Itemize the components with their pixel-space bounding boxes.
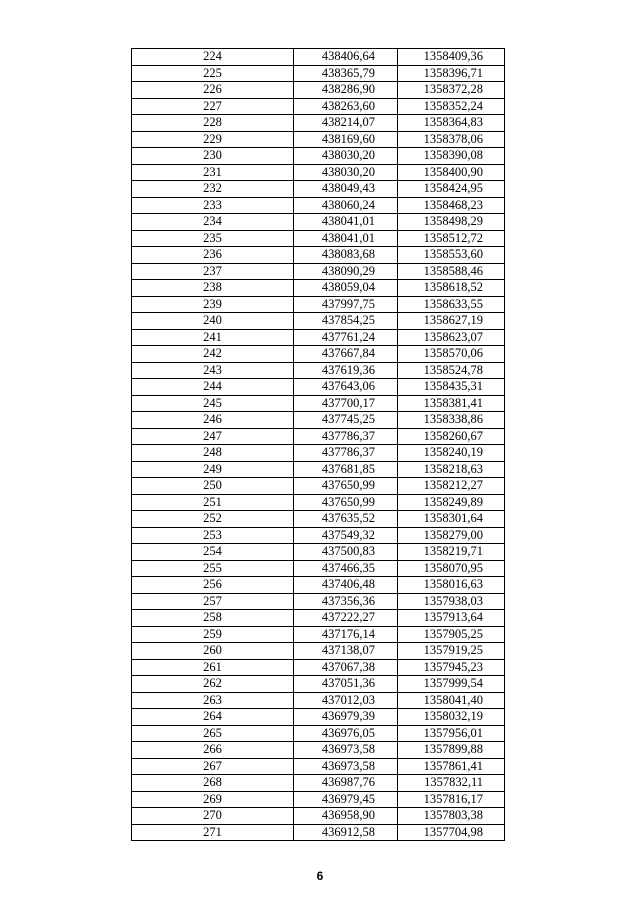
y-coordinate-cell: 1358553,60: [398, 247, 505, 264]
point-number-cell: 266: [132, 742, 294, 759]
x-coordinate-cell: 437138,07: [294, 643, 398, 660]
table-row: [132, 824, 505, 841]
point-number-cell: 232: [132, 181, 294, 198]
x-coordinate-cell: 438041,01: [294, 214, 398, 231]
point-number-cell: 229: [132, 131, 294, 148]
point-number-cell: 226: [132, 82, 294, 99]
x-coordinate-cell: 438090,29: [294, 263, 398, 280]
y-coordinate-cell: 1358570,06: [398, 346, 505, 363]
y-coordinate-cell: 1358633,55: [398, 296, 505, 313]
table-row: [132, 709, 505, 726]
y-coordinate-cell: 1358364,83: [398, 115, 505, 132]
point-number-cell: 263: [132, 692, 294, 709]
table-row: [132, 98, 505, 115]
y-coordinate-cell: 1358249,89: [398, 494, 505, 511]
table-row: [132, 725, 505, 742]
table-row: [132, 742, 505, 759]
y-coordinate-cell: 1358468,23: [398, 197, 505, 214]
point-number-cell: 270: [132, 808, 294, 825]
y-coordinate-cell: 1358372,28: [398, 82, 505, 99]
table-row: [132, 313, 505, 330]
table-row: [132, 643, 505, 660]
x-coordinate-cell: 438060,24: [294, 197, 398, 214]
table-row: [132, 247, 505, 264]
x-coordinate-cell: 436979,45: [294, 791, 398, 808]
y-coordinate-cell: 1358218,63: [398, 461, 505, 478]
x-coordinate-cell: 437619,36: [294, 362, 398, 379]
table-row: [132, 544, 505, 561]
point-number-cell: 230: [132, 148, 294, 165]
x-coordinate-cell: 436912,58: [294, 824, 398, 841]
table-row: [132, 329, 505, 346]
table-row: [132, 527, 505, 544]
table-row: [132, 775, 505, 792]
y-coordinate-cell: 1357938,03: [398, 593, 505, 610]
x-coordinate-cell: 437635,52: [294, 511, 398, 528]
table-row: [132, 494, 505, 511]
x-coordinate-cell: 437356,36: [294, 593, 398, 610]
table-row: [132, 148, 505, 165]
table-row: [132, 346, 505, 363]
y-coordinate-cell: 1358240,19: [398, 445, 505, 462]
x-coordinate-cell: 436958,90: [294, 808, 398, 825]
table-row: [132, 626, 505, 643]
table-row: [132, 214, 505, 231]
table-row: [132, 197, 505, 214]
table-row: [132, 230, 505, 247]
x-coordinate-cell: 437549,32: [294, 527, 398, 544]
coordinates-table: [131, 48, 505, 841]
x-coordinate-cell: 438263,60: [294, 98, 398, 115]
point-number-cell: 249: [132, 461, 294, 478]
y-coordinate-cell: 1358352,24: [398, 98, 505, 115]
x-coordinate-cell: 437466,35: [294, 560, 398, 577]
table-row: [132, 676, 505, 693]
point-number-cell: 251: [132, 494, 294, 511]
y-coordinate-cell: 1357945,23: [398, 659, 505, 676]
y-coordinate-cell: 1358219,71: [398, 544, 505, 561]
table-row: [132, 758, 505, 775]
point-number-cell: 271: [132, 824, 294, 841]
x-coordinate-cell: 438083,68: [294, 247, 398, 264]
point-number-cell: 235: [132, 230, 294, 247]
y-coordinate-cell: 1357913,64: [398, 610, 505, 627]
x-coordinate-cell: 436976,05: [294, 725, 398, 742]
point-number-cell: 264: [132, 709, 294, 726]
x-coordinate-cell: 437650,99: [294, 478, 398, 495]
x-coordinate-cell: 437067,38: [294, 659, 398, 676]
point-number-cell: 238: [132, 280, 294, 297]
table-row: [132, 164, 505, 181]
y-coordinate-cell: 1358070,95: [398, 560, 505, 577]
y-coordinate-cell: 1358627,19: [398, 313, 505, 330]
table-row: [132, 49, 505, 66]
y-coordinate-cell: 1358396,71: [398, 65, 505, 82]
point-number-cell: 247: [132, 428, 294, 445]
y-coordinate-cell: 1357999,54: [398, 676, 505, 693]
y-coordinate-cell: 1358381,41: [398, 395, 505, 412]
y-coordinate-cell: 1357956,01: [398, 725, 505, 742]
y-coordinate-cell: 1358260,67: [398, 428, 505, 445]
point-number-cell: 257: [132, 593, 294, 610]
coordinates-table-body: [132, 49, 505, 841]
y-coordinate-cell: 1358588,46: [398, 263, 505, 280]
point-number-cell: 233: [132, 197, 294, 214]
y-coordinate-cell: 1358623,07: [398, 329, 505, 346]
point-number-cell: 225: [132, 65, 294, 82]
x-coordinate-cell: 437786,37: [294, 428, 398, 445]
x-coordinate-cell: 437854,25: [294, 313, 398, 330]
table-row: [132, 115, 505, 132]
point-number-cell: 254: [132, 544, 294, 561]
x-coordinate-cell: 437761,24: [294, 329, 398, 346]
x-coordinate-cell: 437997,75: [294, 296, 398, 313]
x-coordinate-cell: 436979,39: [294, 709, 398, 726]
y-coordinate-cell: 1358041,40: [398, 692, 505, 709]
x-coordinate-cell: 438365,79: [294, 65, 398, 82]
x-coordinate-cell: 437012,03: [294, 692, 398, 709]
table-row: [132, 593, 505, 610]
table-row: [132, 181, 505, 198]
x-coordinate-cell: 437650,99: [294, 494, 398, 511]
x-coordinate-cell: 438030,20: [294, 148, 398, 165]
point-number-cell: 256: [132, 577, 294, 594]
point-number-cell: 239: [132, 296, 294, 313]
point-number-cell: 234: [132, 214, 294, 231]
point-number-cell: 269: [132, 791, 294, 808]
point-number-cell: 242: [132, 346, 294, 363]
table-row: [132, 659, 505, 676]
point-number-cell: 240: [132, 313, 294, 330]
point-number-cell: 231: [132, 164, 294, 181]
y-coordinate-cell: 1358424,95: [398, 181, 505, 198]
table-row: [132, 461, 505, 478]
table-row: [132, 577, 505, 594]
x-coordinate-cell: 436973,58: [294, 742, 398, 759]
point-number-cell: 253: [132, 527, 294, 544]
x-coordinate-cell: 436973,58: [294, 758, 398, 775]
page-number: 6: [316, 869, 324, 883]
x-coordinate-cell: 437406,48: [294, 577, 398, 594]
y-coordinate-cell: 1357899,88: [398, 742, 505, 759]
table-row: [132, 395, 505, 412]
point-number-cell: 243: [132, 362, 294, 379]
y-coordinate-cell: 1357905,25: [398, 626, 505, 643]
x-coordinate-cell: 437700,17: [294, 395, 398, 412]
point-number-cell: 259: [132, 626, 294, 643]
x-coordinate-cell: 438406,64: [294, 49, 398, 66]
x-coordinate-cell: 437643,06: [294, 379, 398, 396]
point-number-cell: 227: [132, 98, 294, 115]
y-coordinate-cell: 1357861,41: [398, 758, 505, 775]
y-coordinate-cell: 1358409,36: [398, 49, 505, 66]
table-row: [132, 791, 505, 808]
x-coordinate-cell: 438214,07: [294, 115, 398, 132]
point-number-cell: 228: [132, 115, 294, 132]
x-coordinate-cell: 437681,85: [294, 461, 398, 478]
y-coordinate-cell: 1357704,98: [398, 824, 505, 841]
x-coordinate-cell: 437500,83: [294, 544, 398, 561]
point-number-cell: 268: [132, 775, 294, 792]
point-number-cell: 237: [132, 263, 294, 280]
table-row: [132, 428, 505, 445]
y-coordinate-cell: 1357832,11: [398, 775, 505, 792]
table-row: [132, 362, 505, 379]
x-coordinate-cell: 438030,20: [294, 164, 398, 181]
y-coordinate-cell: 1358512,72: [398, 230, 505, 247]
table-row: [132, 511, 505, 528]
point-number-cell: 250: [132, 478, 294, 495]
table-row: [132, 65, 505, 82]
y-coordinate-cell: 1358400,90: [398, 164, 505, 181]
y-coordinate-cell: 1358279,00: [398, 527, 505, 544]
point-number-cell: 252: [132, 511, 294, 528]
table-row: [132, 296, 505, 313]
table-row: [132, 280, 505, 297]
table-row: [132, 412, 505, 429]
y-coordinate-cell: 1358390,08: [398, 148, 505, 165]
table-row: [132, 560, 505, 577]
point-number-cell: 236: [132, 247, 294, 264]
x-coordinate-cell: 438049,43: [294, 181, 398, 198]
y-coordinate-cell: 1357816,17: [398, 791, 505, 808]
point-number-cell: 224: [132, 49, 294, 66]
point-number-cell: 255: [132, 560, 294, 577]
y-coordinate-cell: 1358524,78: [398, 362, 505, 379]
x-coordinate-cell: 438041,01: [294, 230, 398, 247]
x-coordinate-cell: 437745,25: [294, 412, 398, 429]
table-row: [132, 445, 505, 462]
point-number-cell: 265: [132, 725, 294, 742]
table-row: [132, 131, 505, 148]
table-row: [132, 263, 505, 280]
table-row: [132, 379, 505, 396]
table-row: [132, 610, 505, 627]
x-coordinate-cell: 437176,14: [294, 626, 398, 643]
y-coordinate-cell: 1358618,52: [398, 280, 505, 297]
point-number-cell: 258: [132, 610, 294, 627]
y-coordinate-cell: 1358016,63: [398, 577, 505, 594]
table-row: [132, 692, 505, 709]
x-coordinate-cell: 437051,36: [294, 676, 398, 693]
point-number-cell: 241: [132, 329, 294, 346]
y-coordinate-cell: 1358212,27: [398, 478, 505, 495]
point-number-cell: 260: [132, 643, 294, 660]
point-number-cell: 261: [132, 659, 294, 676]
x-coordinate-cell: 438169,60: [294, 131, 398, 148]
point-number-cell: 248: [132, 445, 294, 462]
x-coordinate-cell: 438059,04: [294, 280, 398, 297]
point-number-cell: 245: [132, 395, 294, 412]
y-coordinate-cell: 1357919,25: [398, 643, 505, 660]
x-coordinate-cell: 438286,90: [294, 82, 398, 99]
y-coordinate-cell: 1358498,29: [398, 214, 505, 231]
y-coordinate-cell: 1358435,31: [398, 379, 505, 396]
x-coordinate-cell: 437786,37: [294, 445, 398, 462]
y-coordinate-cell: 1357803,38: [398, 808, 505, 825]
point-number-cell: 244: [132, 379, 294, 396]
table-row: [132, 82, 505, 99]
x-coordinate-cell: 437222,27: [294, 610, 398, 627]
point-number-cell: 262: [132, 676, 294, 693]
y-coordinate-cell: 1358032,19: [398, 709, 505, 726]
table-row: [132, 808, 505, 825]
x-coordinate-cell: 436987,76: [294, 775, 398, 792]
y-coordinate-cell: 1358301,64: [398, 511, 505, 528]
y-coordinate-cell: 1358378,06: [398, 131, 505, 148]
table-row: [132, 478, 505, 495]
point-number-cell: 267: [132, 758, 294, 775]
point-number-cell: 246: [132, 412, 294, 429]
x-coordinate-cell: 437667,84: [294, 346, 398, 363]
y-coordinate-cell: 1358338,86: [398, 412, 505, 429]
